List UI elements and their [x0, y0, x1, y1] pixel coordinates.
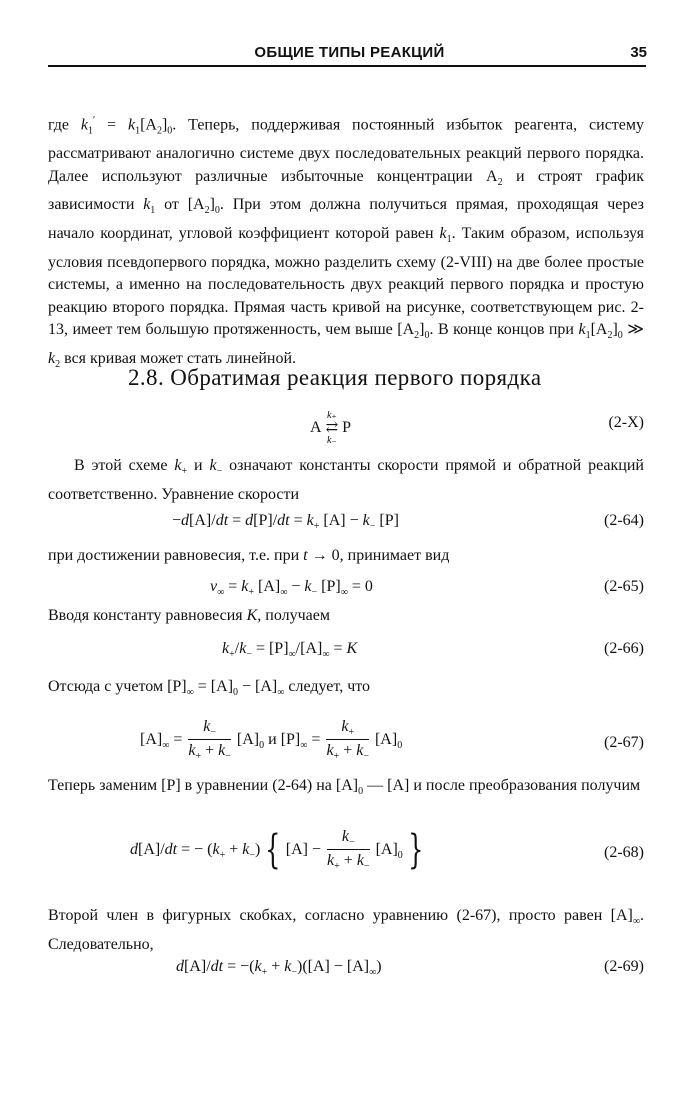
equation-2-68: d[A]/dt = − $(k_+ + k_-)$ { [A] − $\frac{k_-}{k_+ + k_-}$ $[A]_0$ } (2-68)	[130, 827, 644, 874]
equation-number: (2-X)	[608, 414, 644, 431]
equation-2-64: $-d[A]/dt = d[P]/dt = k_+$ $[A] - k_-$ [P] (2-64)	[172, 512, 644, 533]
paragraph-pseudo-first-order: где $k_1' = k_1[A_2]_0$. Теперь, поддерживая постоянный избыток реагента, систему рассматривают аналогично системе двух последовательных реакций первого порядка. Далее используют различные избыточные концентрации $A_2$ и строят график зависимости $k_1$ от $[A_2]_0$. При этом должна получиться прямая, проходящая через начало координат, угловой коэффициент которой равен $k_1$. Таким образом, используя условия псевдопервого порядка, можно разделить схему (2-VIII) на две более простые системы, а именно на последовательность двух реакций первого порядка и простую реакцию второго порядка. Прямая часть кривой на рисунке, соответствующем рис. 2-13, имеет тем большую протяженность, чем выше $[A_2]_0$. В конце концов при $k_1[A_2]_0$ ≫ $k_2$ вся кривая может стать линейной.	[48, 115, 645, 370]
equation-2-69: $d[A]/dt = -(k_+ + k_-)([A] - [A]_\infty)$ (2-69)	[176, 958, 644, 979]
paragraph-equilibrium-constant: Вводя константу равновесия K, получаем	[48, 607, 331, 624]
paragraph-hence: Отсюда с учетом $[P]_\infty = [A]_0 - [A]_\infty$ следует, что	[48, 678, 371, 699]
equation-2-66: $k_+/k_- = [P]_\infty/[A]_\infty = K$ (2-66)	[222, 640, 644, 661]
header-rule	[48, 65, 646, 67]
paragraph-scheme-description: В этой схеме $k_+$ и $k_-$ означают константы скорости прямой и обратной реакций соответственно. Уравнение скорости	[48, 457, 644, 503]
equation-2-67: $[A]_\infty$ = $\frac{k_-}{k_+ + k_-}$ $[A]_0$ и $[P]_\infty$ = $\frac{k_+}{k_+ + k_-}$ $[A]_0$ (2-67)	[140, 718, 644, 763]
equation-2-65: $v_\infty = k_+$ $[A]_\infty - k_-$ $[P]_\infty = 0$ (2-65)	[210, 578, 644, 599]
paragraph-equilibrium: при достижении равновесия, т.е. при t → 0, принимает вид	[48, 547, 450, 564]
paragraph-substitution: Теперь заменим [P] в уравнении (2-64) на $[A]_0$ — [A] и после преобразования получим	[48, 777, 641, 798]
running-header-title: ОБЩИЕ ТИПЫ РЕАКЦИЙ	[254, 44, 445, 61]
scheme-2-X: A k₊ ⇄ k₋ P (2-X)	[310, 410, 644, 446]
section-title: 2.8. Обратимая реакция первого порядка	[128, 365, 542, 390]
paragraph-second-term: Второй член в фигурных скобках, согласно уравнению (2-67), просто равен $[A]_\infty$. Следовательно,	[48, 907, 644, 953]
page-number: 35	[630, 44, 647, 61]
